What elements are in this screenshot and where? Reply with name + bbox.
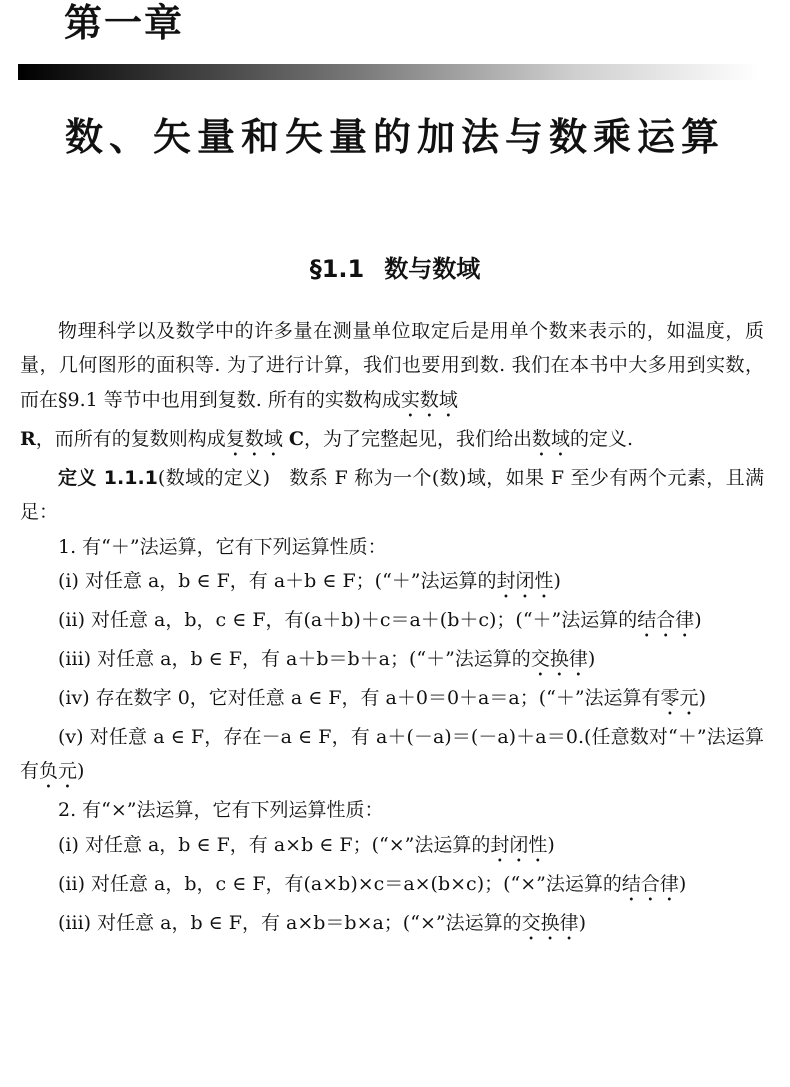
item-close: ) [694,609,702,632]
section-number: §1.1 [309,255,365,283]
term-commutativity: 交换律 [530,648,588,671]
item-close: ) [553,570,561,593]
term-closure: 封闭性 [496,570,554,593]
multiplication-item [20,906,764,945]
item-text: (iii) 对任意 a，b ∈ F，有 a＋b＝b＋a；(“＋”法运算的 [58,648,531,671]
term-real-field: 实数域 [400,388,458,411]
item-text: (ii) 对任意 a，b，c ∈ F，有(a×b)×c＝a×(b×c)；(“×”法运算的 [58,872,622,895]
addition-item [20,564,764,603]
item-close: ) [698,687,706,710]
multiplication-heading: 2. 有“×”法运算，它有下列运算性质： [58,799,384,822]
chapter-label: 第一章 [64,1,185,45]
term-closure: 封闭性 [490,833,548,856]
item-close: ) [547,833,555,856]
addition-item [20,681,764,720]
item-text: (iii) 对任意 a，b ∈ F，有 a×b＝b×a；(“×”法运算的 [58,911,522,934]
definition-text: 数系 F 称为一个(数)域，如果 F 至少有两个元素，且满足： [20,466,765,524]
addition-item [20,603,764,642]
multiplication-item [20,867,764,906]
page-body [20,314,764,945]
definition-name: (数域的定义) [157,466,271,489]
item-text: (i) 对任意 a，b ∈ F，有 a＋b ∈ F；(“＋”法运算的 [58,570,497,593]
addition-item [20,642,764,681]
addition-heading: 1. 有“＋”法运算，它有下列运算性质： [58,535,387,558]
item-close: ) [587,648,596,671]
item-text: (ii) 对任意 a，b，c ∈ F，有(a＋b)＋c＝a＋(b＋c)；(“＋”法运算的 [58,609,638,632]
item-text: (iv) 存在数字 0，它对任意 a ∈ F，有 a＋0＝0＋a＝a；(“＋”法运算有 [58,687,661,710]
term-number-field: 数域 [532,427,571,450]
symbol-c: C [288,427,304,450]
term-associativity: 结合律 [637,609,695,632]
symbol-r: R [20,427,36,450]
item-close: ) [77,760,85,783]
intro-text-1: 物理科学以及数学中的许多量在测量单位取定后是用单个数来表示的，如温度，质量，几何图形的面积等. 为了进行计算，我们也要用到数. 我们在本书中大多用到实数，而在§9.1 等节中也用到复数. 所有的实数构成 [20,320,764,411]
term-zero-element: 零元 [660,687,699,710]
term-negative-element: 负元 [39,760,78,783]
intro-text-4: 的定义. [570,427,634,450]
multiplication-item [20,828,764,867]
intro-text-2: ，而所有的复数则构成 [35,427,226,450]
definition-label: 定义 1.1.1 [58,466,158,489]
item-text: (v) 对任意 a ∈ F，存在－a ∈ F，有 a＋(－a)＝(－a)＋a＝0.(任意数对“＋”法运算有 [20,726,764,783]
section-heading [0,252,790,286]
term-associativity: 结合律 [621,872,679,895]
item-close: ) [578,911,587,934]
intro-paragraph [20,314,764,461]
item-text: (i) 对任意 a，b ∈ F，有 a×b ∈ F；(“×”法运算的 [58,833,491,856]
item-close: ) [678,872,687,895]
term-commutativity: 交换律 [521,911,579,934]
chapter-title: 数、矢量和矢量的加法与数乘运算 [64,114,725,159]
chapter-header-rule [18,64,760,80]
definition-paragraph [20,461,764,530]
intro-text-3: ，为了完整起见，我们给出 [304,427,533,450]
section-title: 数与数域 [384,255,481,283]
addition-item [20,720,764,793]
term-complex-field: 复数域 [225,427,283,450]
